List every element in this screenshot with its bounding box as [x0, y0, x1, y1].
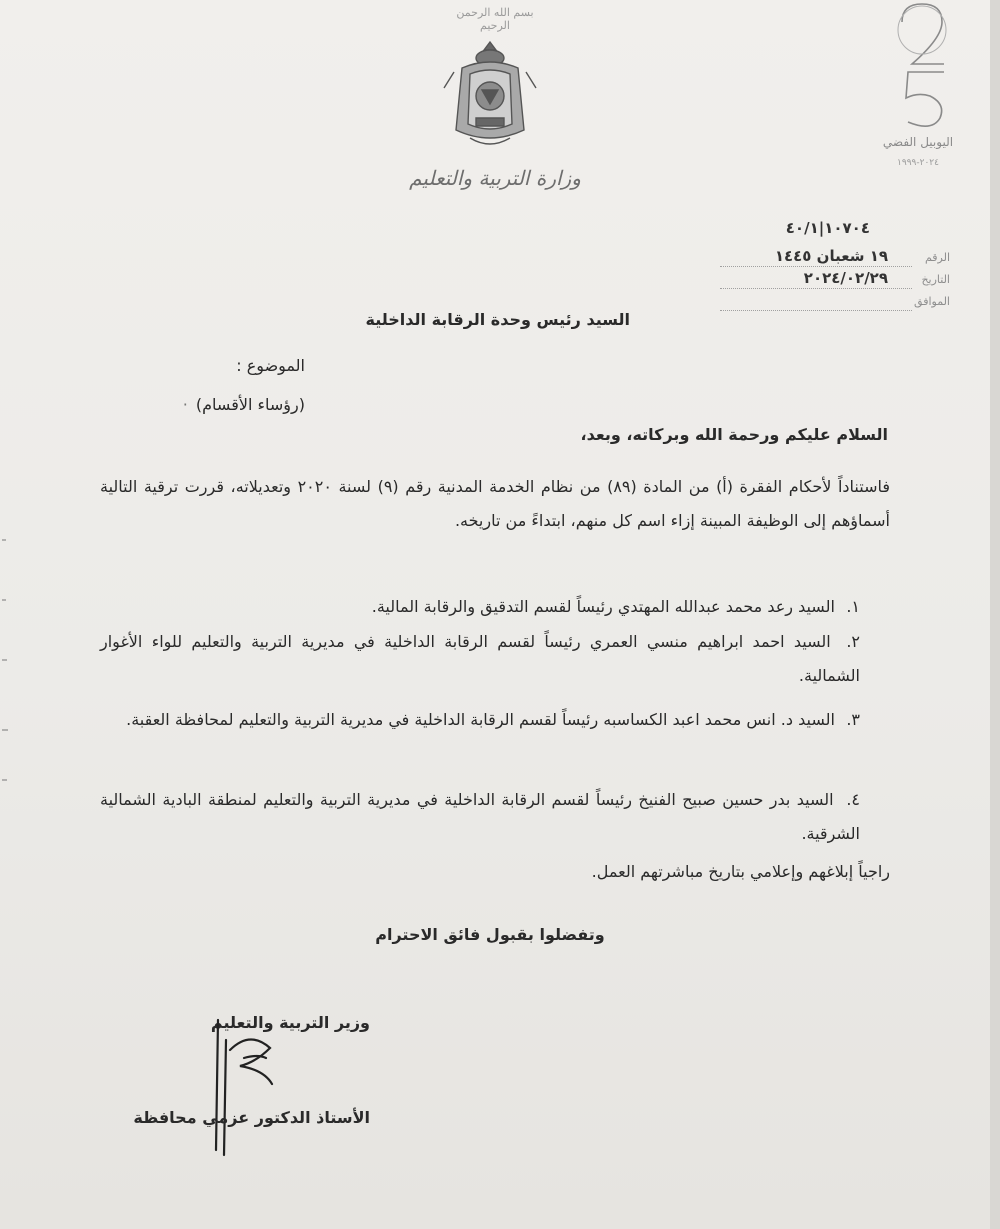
- addressee: السيد رئيس وحدة الرقابة الداخلية: [365, 310, 630, 329]
- corresponding-row: [720, 291, 950, 313]
- item-text: السيد بدر حسين صبيح الفنيخ رئيساً لقسم الرقابة الداخلية في مديرية التربية والتعليم لمنطقة البادية الشمالية الشرقية.: [100, 790, 860, 843]
- corresponding-label: الموافق: [914, 295, 950, 308]
- reference-block: [720, 219, 950, 313]
- item-text: السيد رعد محمد عبدالله المهتدي رئيساً لقسم التدقيق والرقابة المالية.: [371, 597, 835, 616]
- subject-value: [80, 395, 305, 414]
- reference-number-line: [720, 247, 950, 269]
- gregorian-date-value: ٢٠٢٤/٠٢/٢٩: [803, 269, 888, 287]
- reference-number-row: [720, 219, 950, 247]
- dotted-line: [720, 310, 912, 311]
- subject-text: (رؤساء الأقسام): [195, 395, 305, 414]
- item-number: ٢.: [846, 632, 861, 651]
- minister-name: الأستاذ الدكتور عزمي محافظة: [133, 1108, 370, 1127]
- hijri-date-value: ١٩ شعبان ١٤٤٥: [774, 247, 888, 265]
- dotted-line: [720, 266, 912, 267]
- list-item: [100, 783, 860, 851]
- date-row: [720, 269, 950, 291]
- greeting: السلام عليكم ورحمة الله وبركاته، وبعد،: [580, 425, 888, 444]
- basmala-header: بسم الله الرحمن الرحيم: [456, 6, 534, 32]
- list-item: [100, 590, 860, 624]
- item-text: السيد احمد ابراهيم منسي العمري رئيساً لقسم الرقابة الداخلية في مديرية التربية والتعليم للواء الأغوار الشمالية.: [100, 632, 860, 685]
- item-number: ٣.: [846, 710, 860, 729]
- list-item: [100, 625, 860, 693]
- body-paragraph: فاستناداً لأحكام الفقرة (أ) من المادة (٨٩) من نظام الخدمة المدنية رقم (٩) لسنة ٢٠٢٠ وتعديلاته، قررت ترقية التالية أسماؤهم إلى الوظيفة المبينة إزاء اسم كل منهم، ابتداءً من تاريخه.: [100, 477, 891, 530]
- item-number: ١.: [846, 597, 860, 616]
- jubilee-years: ٢٠٢٤-١٩٩٩: [897, 158, 939, 168]
- reference-number-label: الرقم: [924, 251, 950, 264]
- bullet-dot: ·: [182, 395, 188, 414]
- item-number: ٤.: [846, 790, 861, 809]
- minister-title: وزير التربية والتعليم: [210, 1013, 370, 1032]
- jubilee-label: اليوبيل الفضي: [882, 135, 954, 149]
- date-label: التاريخ: [921, 273, 950, 286]
- dotted-line: [720, 288, 912, 289]
- ministry-name: وزارة التربية والتعليم: [409, 166, 581, 190]
- scan-edge-marks: [0, 520, 14, 800]
- subject-label: الموضوع :: [236, 356, 305, 375]
- reference-number-value: ١٠٧٠٤|٤٠/١: [785, 219, 870, 237]
- closing-line: راجياً إبلاغهم وإعلامي بتاريخ مباشرتهم العمل.: [591, 862, 890, 881]
- jordan-coat-of-arms-icon: [440, 38, 540, 158]
- list-item: [100, 703, 860, 737]
- item-text: السيد د. انس محمد اعبد الكساسبه رئيساً لقسم الرقابة الداخلية في مديرية التربية والتعليم لمحافظة العقبة.: [126, 710, 835, 729]
- respect-line: وتفضلوا بقبول فائق الاحترام: [375, 925, 605, 944]
- signature-icon: [160, 1010, 300, 1160]
